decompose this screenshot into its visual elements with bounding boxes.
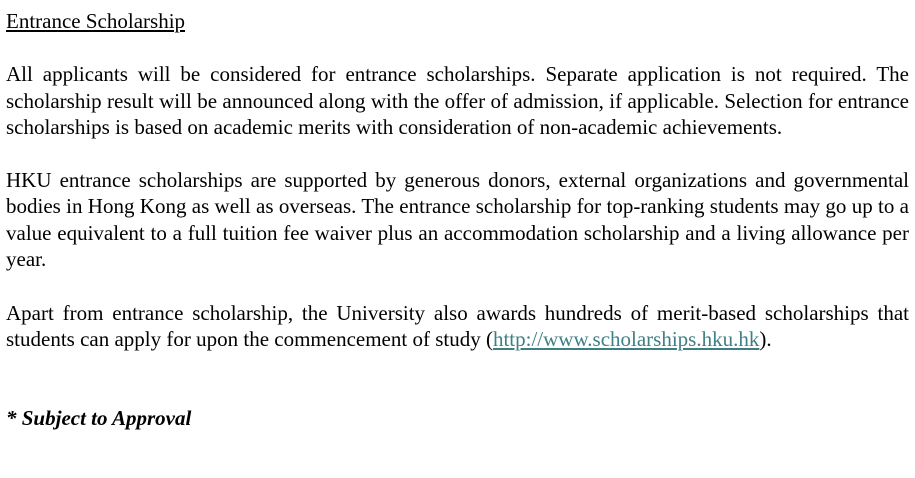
paragraph-merit-scholarships [6, 300, 909, 353]
paragraph-merit-closing: ). [759, 327, 772, 351]
section-heading: Entrance Scholarship [6, 9, 186, 33]
paragraph-merit-text: Apart from entrance scholarship, the University also awards hundreds of merit-based scholarships that students can apply for upon the commencement of study ( [6, 300, 909, 351]
approval-note: * Subject to Approval [6, 405, 192, 430]
scholarships-link[interactable]: http://www.scholarships.hku.hk [492, 327, 760, 351]
paragraph-eligibility: All applicants will be considered for entrance scholarships. Separate application is not required. The scholarship result will be announced along with the offer of admission, if applicable. Selection for entrance scholarships is based on academic merits with consideration of non-academic achievements. [6, 62, 909, 139]
paragraph-support: HKU entrance scholarships are supported by generous donors, external organizations and governmental bodies in Hong Kong as well as overseas. The entrance scholarship for top-ranking students may go up to a value equivalent to a full tuition fee waiver plus an accommodation scholarship and a living allowance per year. [6, 167, 909, 271]
document-body [6, 8, 909, 431]
